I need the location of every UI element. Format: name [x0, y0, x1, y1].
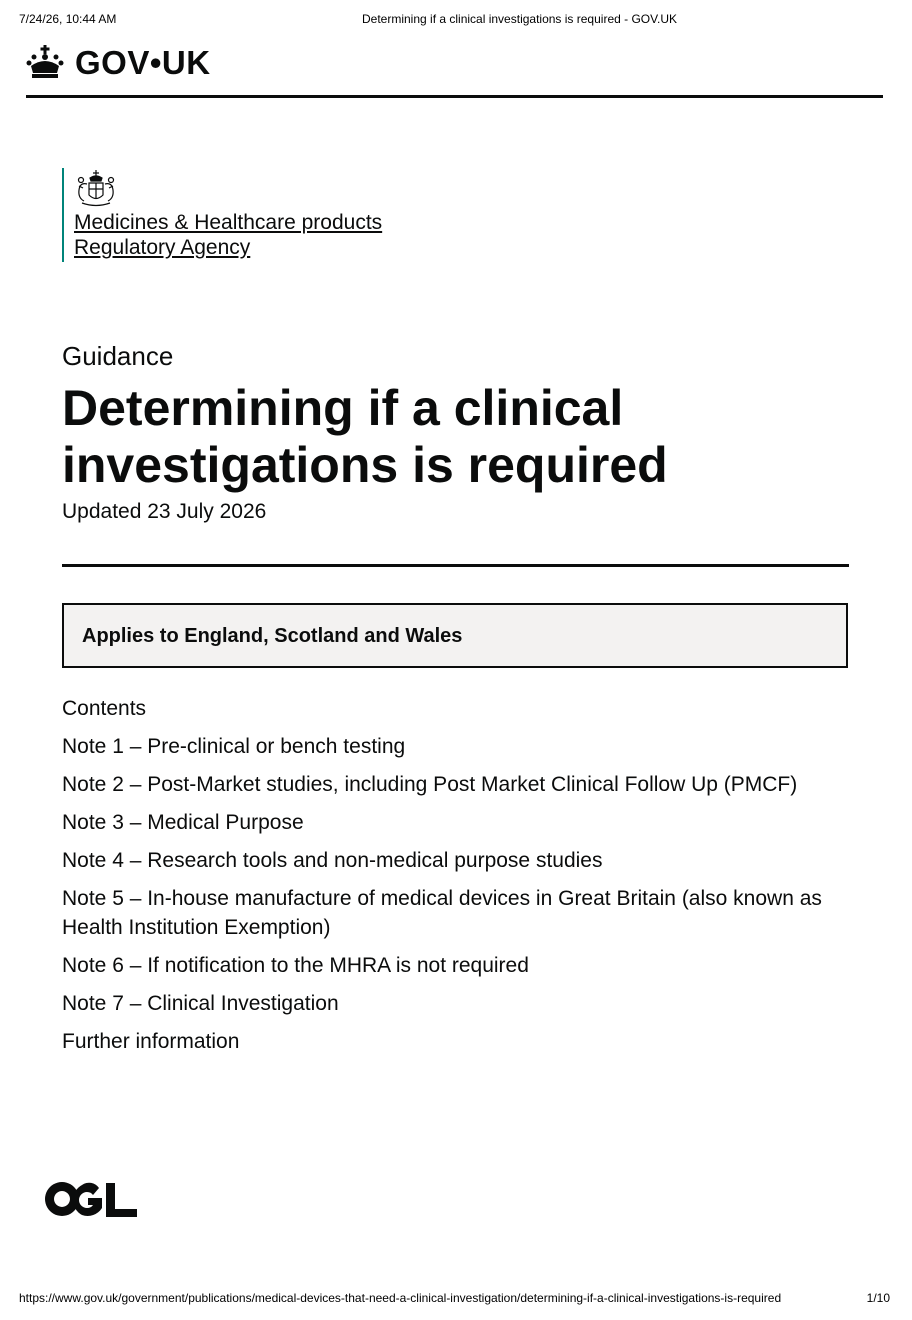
- contents-heading: Contents: [62, 697, 147, 720]
- contents-item-note-5[interactable]: Note 5 – In-house manufacture of medical devices in Great Britain (also known as Health Institution Exemption): [62, 887, 822, 939]
- contents-item-further-information[interactable]: Further information: [62, 1030, 240, 1053]
- print-page-number: 1/10: [866, 1291, 890, 1305]
- updated-date: Updated 23 July 2026: [62, 500, 267, 523]
- organisation-logo[interactable]: [62, 168, 382, 262]
- contents-item-note-2[interactable]: Note 2 – Post-Market studies, including Post Market Clinical Follow Up (PMCF): [62, 773, 798, 796]
- applies-to-text: Applies to England, Scotland and Wales: [82, 625, 463, 647]
- page-title: Determining if a clinical investigations is required: [62, 380, 668, 493]
- print-doc-title: Determining if a clinical investigations is required - GOV.UK: [362, 12, 678, 26]
- print-url: https://www.gov.uk/government/publications/medical-devices-that-need-a-clinical-investigation/determining-if-a-clinical-investigations-is-required: [19, 1291, 782, 1305]
- print-datetime: 7/24/26, 10:44 AM: [19, 12, 117, 26]
- title-divider: [62, 564, 849, 567]
- contents-item-note-6[interactable]: Note 6 – If notification to the MHRA is not required: [62, 954, 529, 977]
- contents-item-note-7[interactable]: Note 7 – Clinical Investigation: [62, 992, 339, 1015]
- contents-item-note-1[interactable]: Note 1 – Pre-clinical or bench testing: [62, 735, 406, 758]
- contents-list: [62, 694, 822, 1065]
- header-divider: [26, 95, 883, 98]
- organisation-name-line1: Medicines & Healthcare products: [74, 211, 383, 234]
- royal-crest-icon: [74, 168, 118, 208]
- contents-item-note-3[interactable]: Note 3 – Medical Purpose: [62, 811, 304, 834]
- print-header: [19, 12, 882, 28]
- applies-to-box: [62, 603, 848, 668]
- page-caption: Guidance: [62, 341, 174, 371]
- crown-icon: [26, 44, 64, 80]
- ogl-logo-icon[interactable]: [44, 1180, 138, 1220]
- govuk-logotype: GOV•UK: [75, 43, 211, 81]
- contents-item-note-4[interactable]: Note 4 – Research tools and non-medical purpose studies: [62, 849, 603, 872]
- govuk-home-link[interactable]: [26, 42, 211, 82]
- organisation-name-line2: Regulatory Agency: [74, 236, 251, 259]
